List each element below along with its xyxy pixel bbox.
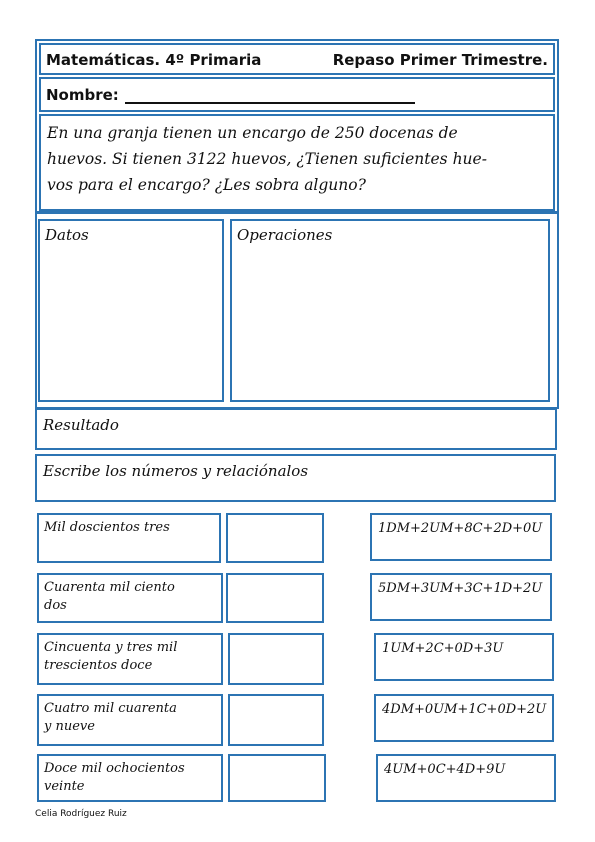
answer-blank-box[interactable]: [226, 573, 324, 623]
place-value-card[interactable]: [376, 754, 556, 802]
subject-title: Matemáticas. 4º Primaria: [46, 51, 262, 69]
place-value-card[interactable]: [370, 513, 552, 561]
problem-statement-box: [39, 114, 555, 211]
place-value-card[interactable]: [370, 573, 552, 621]
number-words-line: dos: [44, 598, 67, 613]
number-words-card[interactable]: [37, 573, 223, 623]
title-row: [39, 43, 555, 75]
number-words-line: Cincuenta y tres mil: [44, 640, 178, 655]
place-value-code: 5DM+3UM+3C+1D+2U: [378, 581, 543, 596]
place-value-code: 1DM+2UM+8C+2D+0U: [378, 521, 543, 536]
answer-blank-box[interactable]: [228, 633, 324, 685]
problem-text: [47, 120, 547, 198]
place-value-code: 1UM+2C+0D+3U: [382, 641, 504, 656]
answer-blank-box[interactable]: [228, 754, 326, 802]
result-box[interactable]: [35, 408, 557, 450]
number-words-card[interactable]: [37, 633, 223, 685]
operations-box[interactable]: [230, 219, 550, 402]
name-label: Nombre:: [46, 86, 119, 104]
number-words-line: veinte: [44, 779, 85, 794]
matching-instruction: Escribe los números y relaciónalos: [43, 462, 309, 480]
author-credit: Celia Rodríguez Ruiz: [35, 809, 127, 819]
number-words-line: trescientos doce: [44, 658, 153, 673]
place-value-card[interactable]: [374, 633, 554, 681]
result-label: Resultado: [43, 416, 119, 434]
problem-line: En una granja tienen un encargo de 250 docenas de: [47, 124, 458, 142]
problem-line: huevos. Si tienen 3122 huevos, ¿Tienen suficientes hue-: [47, 150, 487, 168]
name-blank[interactable]: [125, 86, 415, 104]
number-words-card[interactable]: [37, 513, 221, 563]
review-title: Repaso Primer Trimestre.: [332, 51, 548, 69]
answer-blank-box[interactable]: [226, 513, 324, 563]
number-words-line: Mil doscientos tres: [44, 520, 170, 535]
place-value-code: 4UM+0C+4D+9U: [384, 762, 506, 777]
number-words-line: Doce mil ochocientos: [44, 761, 185, 776]
place-value-card[interactable]: [374, 694, 554, 742]
number-words-card[interactable]: [37, 754, 223, 802]
data-label: Datos: [45, 226, 89, 244]
worksheet-header-frame: [35, 39, 559, 213]
number-words-line: y nueve: [44, 719, 95, 734]
number-words-line: Cuarenta mil ciento: [44, 580, 175, 595]
matching-instruction-box: [35, 454, 556, 502]
number-words-line: Cuatro mil cuarenta: [44, 701, 177, 716]
problem-line: vos para el encargo? ¿Les sobra alguno?: [47, 176, 366, 194]
name-field[interactable]: [46, 86, 415, 104]
operations-label: Operaciones: [237, 226, 333, 244]
number-words-card[interactable]: [37, 694, 223, 746]
data-box[interactable]: [38, 219, 224, 402]
answer-blank-box[interactable]: [228, 694, 324, 746]
name-row: [39, 77, 555, 112]
place-value-code: 4DM+0UM+1C+0D+2U: [382, 702, 547, 717]
